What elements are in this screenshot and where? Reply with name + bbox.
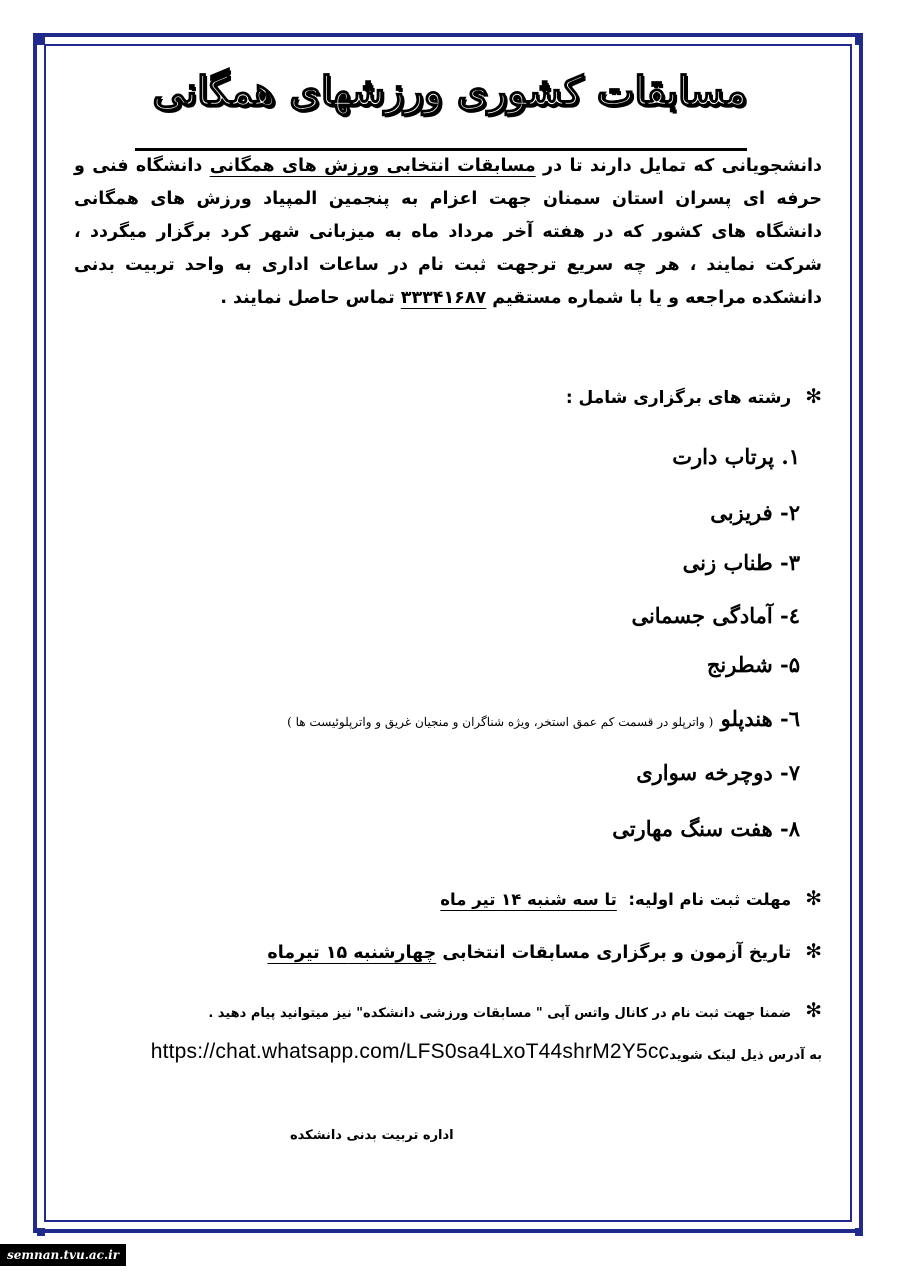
discipline-item [631,603,800,628]
deadline-value: تا سه شنبه ۱۴ تیر ماه [440,890,617,909]
disciplines-heading [566,384,822,408]
discipline-label: ۳- طناب زنی [682,550,800,575]
signature: اداره تربیت بدنی دانشکده [290,1128,454,1143]
discipline-item [710,500,800,525]
exam-date [267,939,822,963]
page-title: مسابقات کشوری ورزشهای همگانی [152,68,748,115]
border-corner [37,1228,45,1236]
deadline-label: مهلت ثبت نام اولیه: [628,890,792,909]
exam-label: تاریخ آزمون و برگزاری مسابقات انتخابی [442,943,792,963]
discipline-label: ٦- هندپلو [720,706,800,731]
intro-text: دانشجویانی که تمایل دارند تا در [535,156,823,176]
discipline-item [612,816,800,841]
discipline-item [636,760,800,785]
intro-text: دانشگاه فنی و حرفه ای پسران استان سمنان جهت اعزام به پنجمین المپیاد ورزش های همگانی دانشگاه های کشور که در هفته آخر مرداد ماه به میزبانی شهر کرد برگزار میگردد ، شرکت نمایند ، هر چه سریع ترجهت ثبت نام در ساعات اداری به واحد تربیت بدنی دانشکده مراجعه و یا با شماره مستقیم [74,156,822,308]
channel-note-text: ضمنا جهت ثبت نام در کانال واتس آپی " مسابقات ورزشی دانشکده" نیز میتوانید پیام دهید . [208,1006,792,1021]
border-corner [855,1228,863,1236]
border-corner [855,37,863,45]
exam-value: چهارشنبه ۱۵ تیرماه [267,943,437,963]
asterisk-icon: ✻ [805,886,822,910]
channel-note [208,998,822,1022]
link-instruction: به آدرس ذیل لینک شوید . [659,1048,822,1063]
discipline-note: ( واترپلو در قسمت کم عمق استخر، ویژه شناگران و منجیان غریق و واترپلوئیست ها ) [287,715,714,729]
discipline-item [683,550,800,575]
discipline-label: ٤- آمادگی جسمانی [631,603,800,628]
discipline-label: ۷- دوچرخه سواری [636,760,800,785]
asterisk-icon: ✻ [805,384,822,408]
intro-paragraph [74,150,822,315]
discipline-item [672,444,800,469]
discipline-label: ۵- شطرنج [706,652,800,677]
discipline-label: ۸- هفت سنگ مهارتی [612,816,800,841]
announcement-page [60,50,840,1210]
registration-deadline [440,886,822,910]
intro-underlined: مسابقات انتخابی ورزش های همگانی [209,156,536,176]
discipline-item [287,706,800,731]
discipline-label: ۲- فریزبی [710,500,800,525]
site-watermark: semnan.tvu.ac.ir [0,1244,126,1266]
whatsapp-link[interactable]: https://chat.whatsapp.com/LFS0sa4LxoT44shrM2Y5cc [150,1040,670,1063]
intro-text: تماس حاصل نمایند . [220,288,401,308]
border-corner [37,37,45,45]
asterisk-icon: ✻ [805,998,822,1022]
discipline-item [707,652,800,677]
discipline-label: ۱. پرتاب دارت [672,444,800,469]
asterisk-icon: ✻ [805,939,822,963]
phone-number: ۳۳۳۴۱۶۸۷ [400,288,487,308]
heading-text: رشته های برگزاری شامل : [565,388,792,408]
